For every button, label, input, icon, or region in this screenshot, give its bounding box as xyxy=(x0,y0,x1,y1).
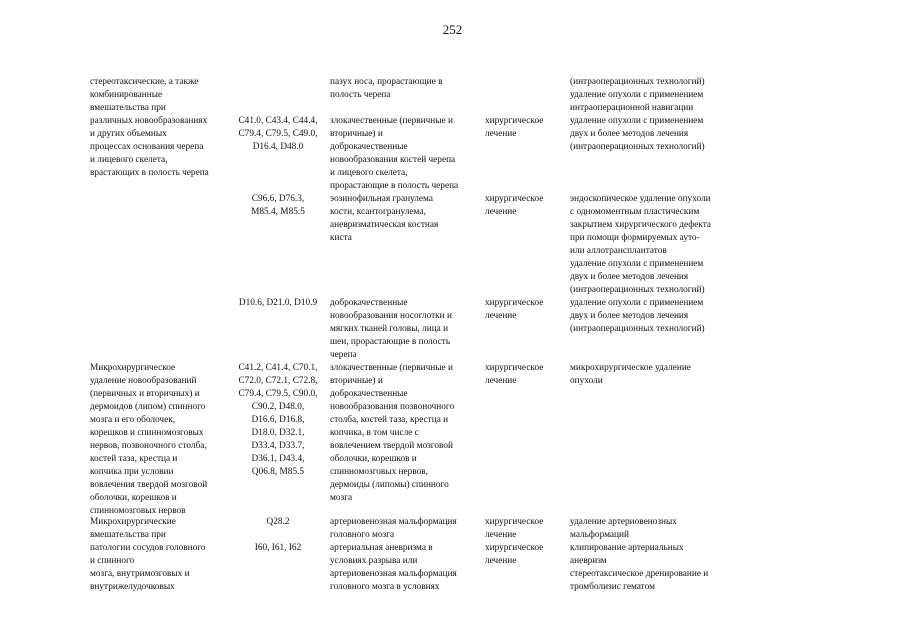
treatment-method: микрохирургическое удаление опухоли xyxy=(570,363,691,386)
diagnosis-model: доброкачественные новообразования носоглотки и мягких тканей головы, лица и шеи, прорастающие в полость черепа xyxy=(330,298,452,360)
treatment-type: хирургическое лечение xyxy=(485,363,544,386)
treatment-type: хирургическое лечение xyxy=(485,194,544,217)
intervention-name: Микрохирургические вмешательства при патологии сосудов головного и спинного мозга, внутримозговых и внутрижелудочковых xyxy=(90,517,206,592)
icd-codes: C41.2, C41.4, C70.1, C72.0, C72.1, C72.8, C79.4, C79.5, C90.0, C90.2, D48.0, D16.6, D16.8, D18.0, D32.1, D33.4, D33.7, D36.1, D43.4, Q06.8, M85.5 xyxy=(238,363,318,477)
icd-codes: D10.6, D21.0, D10.9 xyxy=(238,298,318,308)
treatment-method: эндоскопическое удаление опухоли с одномоментным пластическим закрытием хирургического дефекта при помощи формируемых ауто- или аллотрансплантатов удаление опухоли с применением двух и более методов лечения (интраоперационных технологий) xyxy=(570,194,712,295)
diagnosis-model: артериовенозная мальформация головного мозга артериальная аневризма в условиях разрыва или артериовенозная мальформация головного мозга в условиях xyxy=(330,517,457,592)
page-number: 252 xyxy=(442,22,463,37)
treatment-type: хирургическое лечение хирургическое лечение xyxy=(485,517,544,566)
diagnosis-model: злокачественные (первичные и вторичные) и доброкачественные новообразования позвоночного столба, костей таза, крестца и копчика, в том числе с вовлечением твердой мозговой оболочки, корешков и спинномозговых нервов, дермоиды (липомы) спинного мозга xyxy=(330,363,455,503)
treatment-method: (интраоперационных технологий) удаление опухоли с применением интраоперационной навигации удаление опухоли с применением двух и более методов лечения (интраоперационных технологий) xyxy=(570,77,705,152)
intervention-name: Микрохирургическое удаление новообразований (первичных и вторичных) и дермоидов (липом) спинного мозга и его оболочек, корешков и спинномозговых нервов, позвоночного столба, костей таза, крестца и копчика при условии вовлечения твердой мозговой оболочки, корешков и спинномозговых нервов xyxy=(90,363,208,516)
icd-codes: C96.6, D76.3, M85.4, M85.5 xyxy=(251,194,305,217)
treatment-type: хирургическое лечение xyxy=(485,298,544,321)
diagnosis-model: эозинофильная гранулема кости, ксантогранулема, аневризматическая костная киста xyxy=(330,194,439,243)
icd-codes: Q28.2 I60, I61, I62 xyxy=(254,517,302,553)
treatment-type: хирургическое лечение xyxy=(485,116,544,139)
icd-codes: C41.0, C43.4, C44.4, C79.4, C79.5, C49.0, D16.4, D48.0 xyxy=(238,116,318,152)
treatment-method: удаление артериовенозных мальформаций клипирование артериальных аневризм стереотаксическое дренирование и тромболизис гематом xyxy=(570,517,709,592)
diagnosis-model: пазух носа, прорастающие в полость черепа злокачественные (первичные и вторичные) и доброкачественные новообразования костей черепа и лицевого скелета, прорастающие в полость черепа xyxy=(330,77,459,191)
treatment-method: удаление опухоли с применением двух и более методов лечения (интраоперационных технологий) xyxy=(570,298,705,334)
intervention-name: стереотаксические, а также комбинированные вмешательства при различных новообразованиях и других объемных процессах основания черепа и лицевого скелета, врастающих в полость черепа xyxy=(90,77,209,178)
